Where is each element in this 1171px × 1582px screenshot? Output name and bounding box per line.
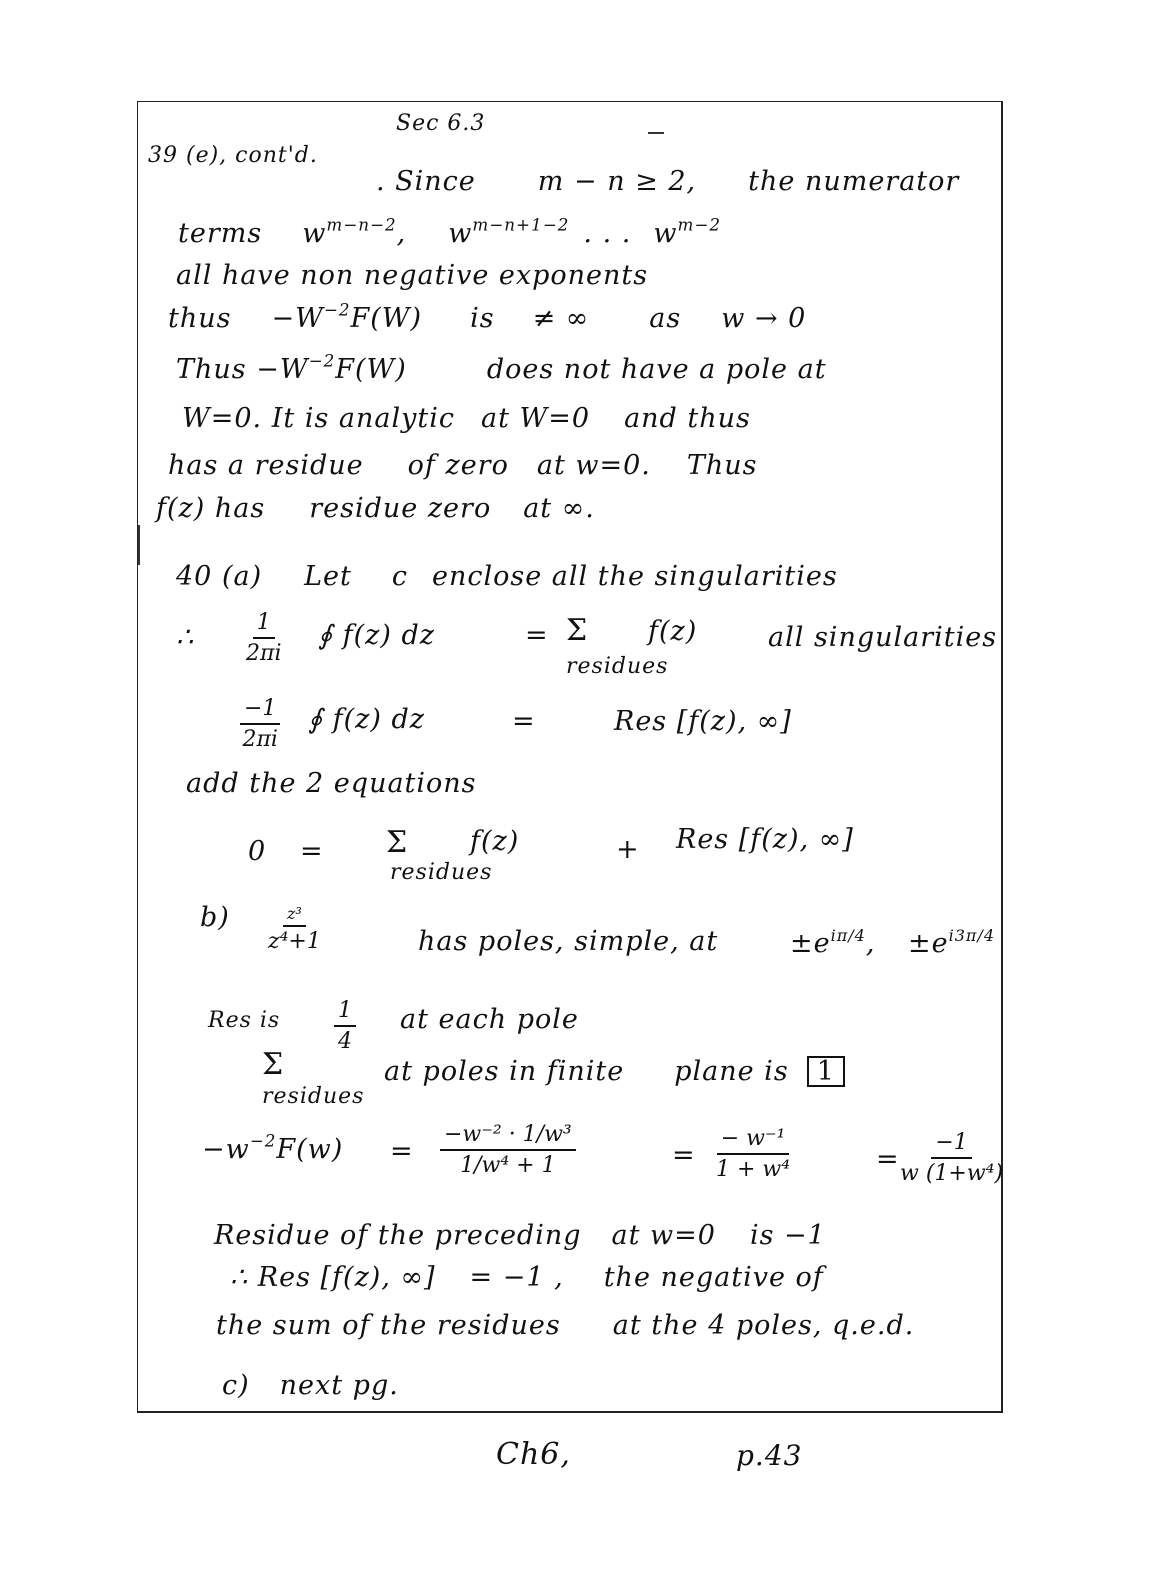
- p39-line-5: Thus $-W^{-2}F(W)$ does not have a pole at: [176, 350, 827, 385]
- equals-c: =: [876, 1144, 900, 1175]
- footer-page-number: p.43: [736, 1439, 803, 1472]
- p39-line-1: . Since m − n ≥ 2, the numerator: [376, 166, 960, 197]
- fraction-one-over-2pi-i: $\frac{1}{2\pi i}$: [246, 610, 282, 666]
- residue-at-infinity-2: Res [f(z), ∞]: [676, 824, 854, 855]
- sigma-1: Σ: [566, 613, 589, 648]
- contour-integral-2: ∮ f(z) dz: [308, 704, 426, 735]
- fraction-z3-over-z4-plus-1: z³ z⁴+1: [268, 904, 321, 954]
- has-poles-text: has poles, simple, at: [418, 926, 719, 957]
- problem-continued-label: 39 (e), cont'd.: [148, 143, 318, 168]
- p39-line-4: thus $-W^{-2}F(W)$ is ≠ ∞ as w → 0: [168, 299, 807, 334]
- fraction-step-c: $\frac{-1}{\text{w (1+w⁴)}}$: [900, 1130, 1004, 1186]
- fraction-step-b: $\frac{\text{− w⁻¹}}{\text{1 + w⁴}}$: [716, 1126, 791, 1182]
- p39-line-8: f(z) has residue zero at ∞.: [156, 493, 595, 524]
- conclusion-line-1: ∴ Res [f(z), ∞] = −1 , the negative of: [230, 1262, 824, 1293]
- fraction-one-quarter: $\frac{1}{4}$: [334, 998, 356, 1054]
- p39-line-2: terms $w^{m-n-2}$, $w^{m-n+1-2}$ . . . $w^{m-2}$: [178, 214, 721, 249]
- equals-a: =: [390, 1136, 414, 1167]
- equals-b: =: [672, 1140, 696, 1171]
- poles-in-finite-plane: at poles in finite plane is 1: [384, 1056, 845, 1087]
- add-equations: add the 2 equations: [186, 768, 477, 799]
- residue-line: Residue of the preceding at w=0 is −1: [214, 1220, 826, 1251]
- fraction-step-a: $\frac{\text{−w⁻² · 1/w³}}{\text{1/w⁴ + 1}}$: [440, 1122, 576, 1178]
- equals-1: =: [525, 620, 549, 651]
- header-dash: [648, 132, 664, 134]
- sigma-3-subscript: residues: [262, 1084, 365, 1109]
- page-border: [137, 101, 1003, 1413]
- equals-3: =: [300, 836, 324, 867]
- pole-set-2: $\pm e^{i3\pi/4}$: [908, 925, 995, 959]
- zero-lhs: 0: [248, 836, 267, 867]
- contour-integral-1: ∮ f(z) dz: [318, 620, 436, 651]
- sigma-1-subscript: residues: [566, 654, 669, 679]
- residue-at-infinity-1: Res [f(z), ∞]: [614, 706, 792, 737]
- p40b-label: b): [200, 902, 230, 933]
- p39-line-7: has a residue of zero at w=0. Thus: [168, 450, 758, 481]
- boxed-answer: 1: [807, 1056, 845, 1087]
- section-divider-left: [138, 525, 140, 565]
- fraction-minus-one-over-2pi-i: $\frac{-1}{2\pi i}$: [240, 696, 280, 752]
- p40a-line-1: 40 (a) Let c enclose all the singularities: [176, 561, 838, 592]
- at-each-pole: at each pole: [400, 1004, 579, 1035]
- p39-line-3: all have non negative exponents: [176, 260, 649, 291]
- p40c-line: c) next pg.: [222, 1370, 399, 1401]
- all-singularities: all singularities: [768, 622, 998, 653]
- plus-sign: +: [616, 834, 640, 865]
- fz-1: f(z): [648, 616, 698, 647]
- therefore-symbol: ∴: [176, 622, 195, 653]
- p39-line-6: W=0. It is analytic at W=0 and thus: [182, 403, 751, 434]
- fz-2: f(z): [470, 826, 520, 857]
- footer-chapter: Ch6,: [496, 1437, 571, 1472]
- sigma-3: Σ: [262, 1047, 285, 1082]
- pole-set-1: $\pm e^{i\pi/4}$,: [790, 925, 876, 959]
- conclusion-line-2: the sum of the residues at the 4 poles, q.e.d.: [216, 1310, 915, 1341]
- section-heading: Sec 6.3: [396, 111, 486, 136]
- transform-lhs: $-w^{-2}F(w)$: [202, 1130, 344, 1165]
- sigma-2: Σ: [386, 825, 409, 860]
- equals-2: =: [512, 706, 536, 737]
- res-is-label: Res is: [208, 1008, 281, 1033]
- sigma-2-subscript: residues: [390, 860, 493, 885]
